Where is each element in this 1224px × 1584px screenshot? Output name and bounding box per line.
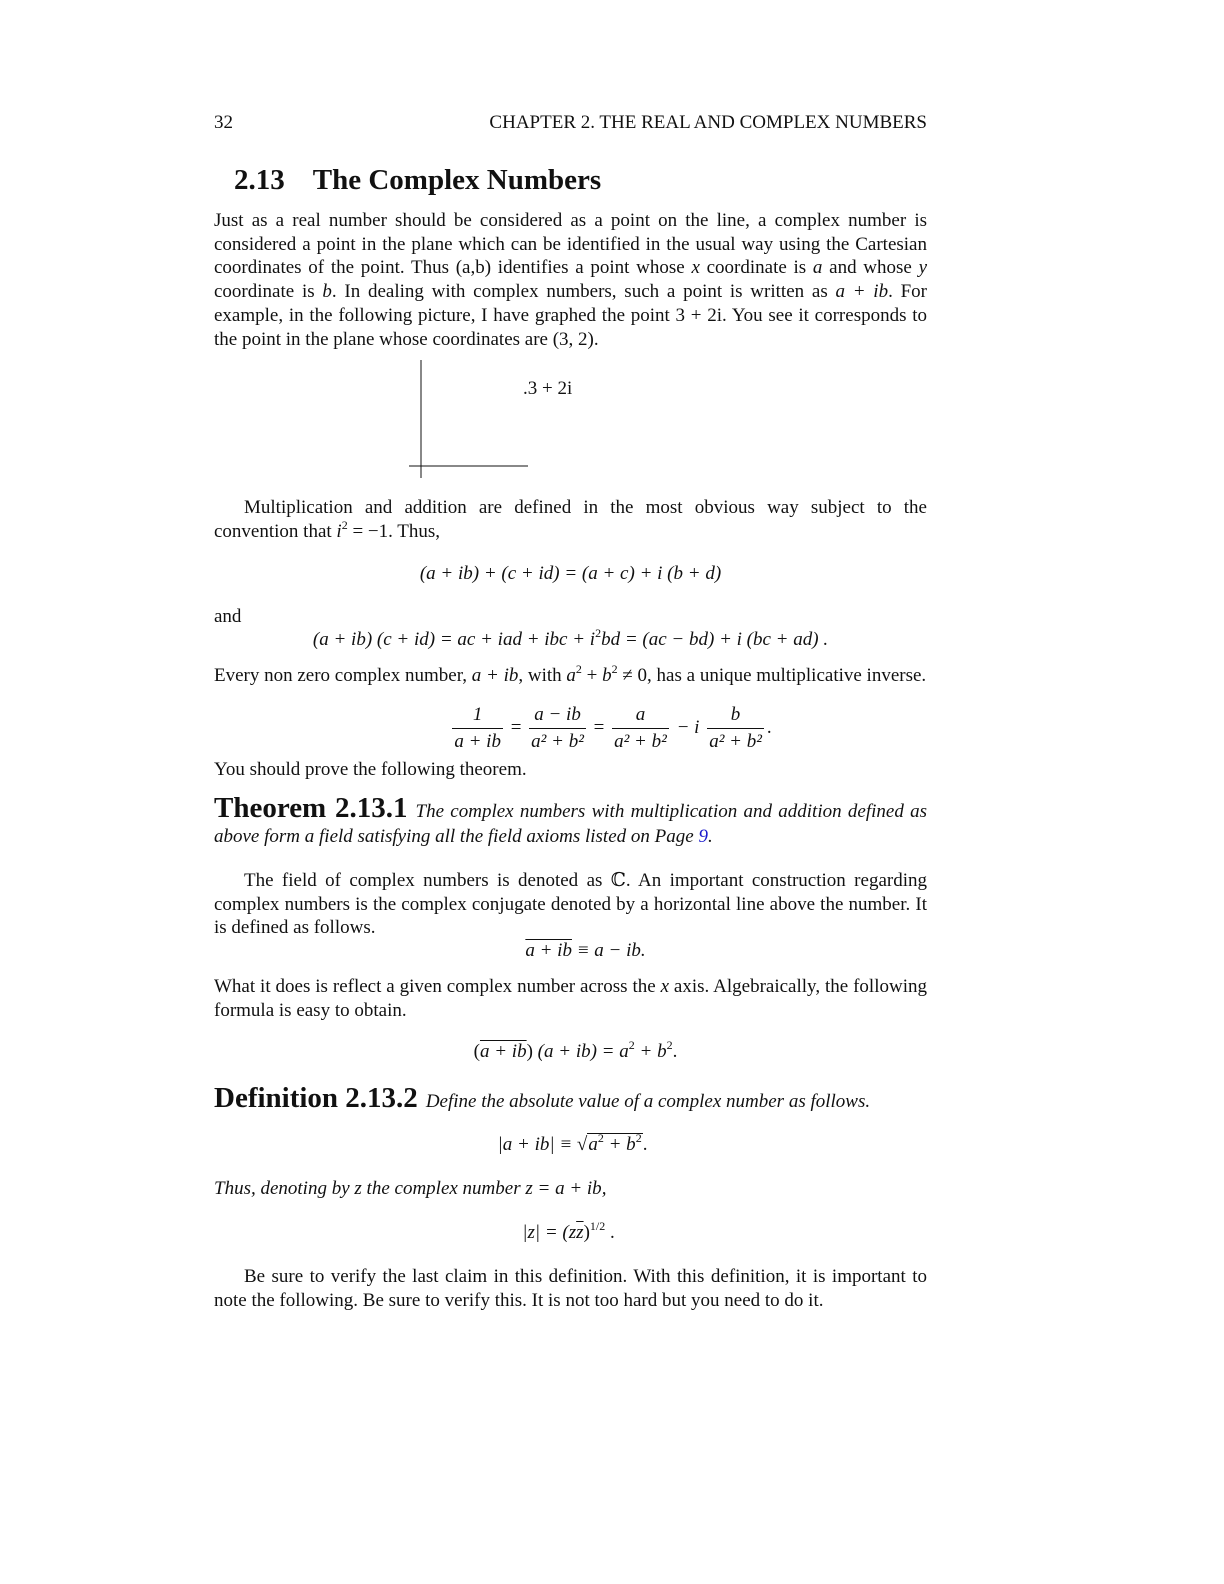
section-title: The Complex Numbers — [312, 164, 602, 196]
paragraph-intro: Just as a real number should be considered as a point on the line, a complex number is considered a point in the plane which can be identified in the usual way using the Cartesian coordinates of the point. Thus (a,b) identifies a point whose x coordinate is a and whose y coordinate is b. In dealing with complex numbers, such a point is written as a + ib. For example, in the following picture, I have graphed the point 3 + 2i. You see it corresponds to the point in the plane whose coordinates are (3, 2). — [214, 210, 928, 350]
equation-modulus: $|z| = (z\overline{z})^{1/2}$ . — [522, 1219, 615, 1243]
equation-absolute-value: $|a + ib| \equiv √a^2 + b^2$. — [497, 1131, 648, 1155]
page — [214, 0, 927, 1584]
theorem-2-13-1: Theorem 2.13.1 The complex numbers with multiplication and addition defined as above form a field satisfying all the field axioms listed on Page 9. — [214, 792, 927, 847]
paragraph-thus: Thus, denoting by z the complex number z = a + ib, — [214, 1178, 607, 1199]
definition-title: Definition 2.13.2 — [214, 1082, 418, 1114]
equation-product-conjugate: (a + ib) $(a + ib) = a^2 + b^2$. — [473, 1038, 678, 1062]
paragraph-reflect: What it does is reflect a given complex number across the x axis. Algebraically, the following formula is easy to obtain. — [214, 976, 927, 1021]
point-label: .3 + 2i — [523, 378, 573, 399]
definition-2-13-2: Definition 2.13.2 Define the absolute value of a complex number as follows. — [214, 1082, 871, 1114]
equation-conjugate: a + ib ≡ a − ib. — [525, 940, 646, 961]
equation-inverse: $\frac{1}{a + ib}$ = $\frac{a - ib}{\text{a² + b²}}$ = $\frac{a}{\text{a² + b²}}$ − i $\frac{b}{\text{a² + b²}}$ . — [454, 704, 772, 752]
paragraph-prove: You should prove the following theorem. — [214, 759, 527, 780]
page-number: 32 — [214, 112, 233, 133]
section-heading — [234, 164, 601, 197]
word-and: and — [214, 606, 242, 627]
paragraph-inverse: Every non zero complex number, a + ib, with $a^2 + b^2 \ne 0$, has a unique multiplicative inverse. — [214, 662, 927, 686]
section-number: 2.13 — [234, 164, 285, 196]
theorem-title: Theorem 2.13.1 — [214, 792, 408, 824]
paragraph-field: The field of complex numbers is denoted as ℂ. An important construction regarding complex numbers is the complex conjugate denoted by a horizontal line above the number. It is defined as follows. — [214, 870, 927, 939]
page-link[interactable]: 9 — [698, 826, 708, 847]
chapter-title: CHAPTER 2. THE REAL AND COMPLEX NUMBERS — [489, 112, 927, 133]
paragraph-verify: Be sure to verify the last claim in this definition. With this definition, it is important to note the following. Be sure to verify this. It is not too hard but you need to do it. — [214, 1266, 927, 1311]
complex-plane-figure — [404, 358, 534, 483]
equation-multiplication: (a + ib) (c + id) = ac + iad + ibc + $i^2bd = (ac - bd) + i$ (bc + ad) . — [312, 626, 829, 650]
equation-addition: (a + ib) + (c + id) = (a + c) + i (b + d) — [419, 563, 722, 584]
paragraph-multiplication: Multiplication and addition are defined in the most obvious way subject to the convention that $i^2 = -1$. Thus, — [214, 497, 927, 542]
